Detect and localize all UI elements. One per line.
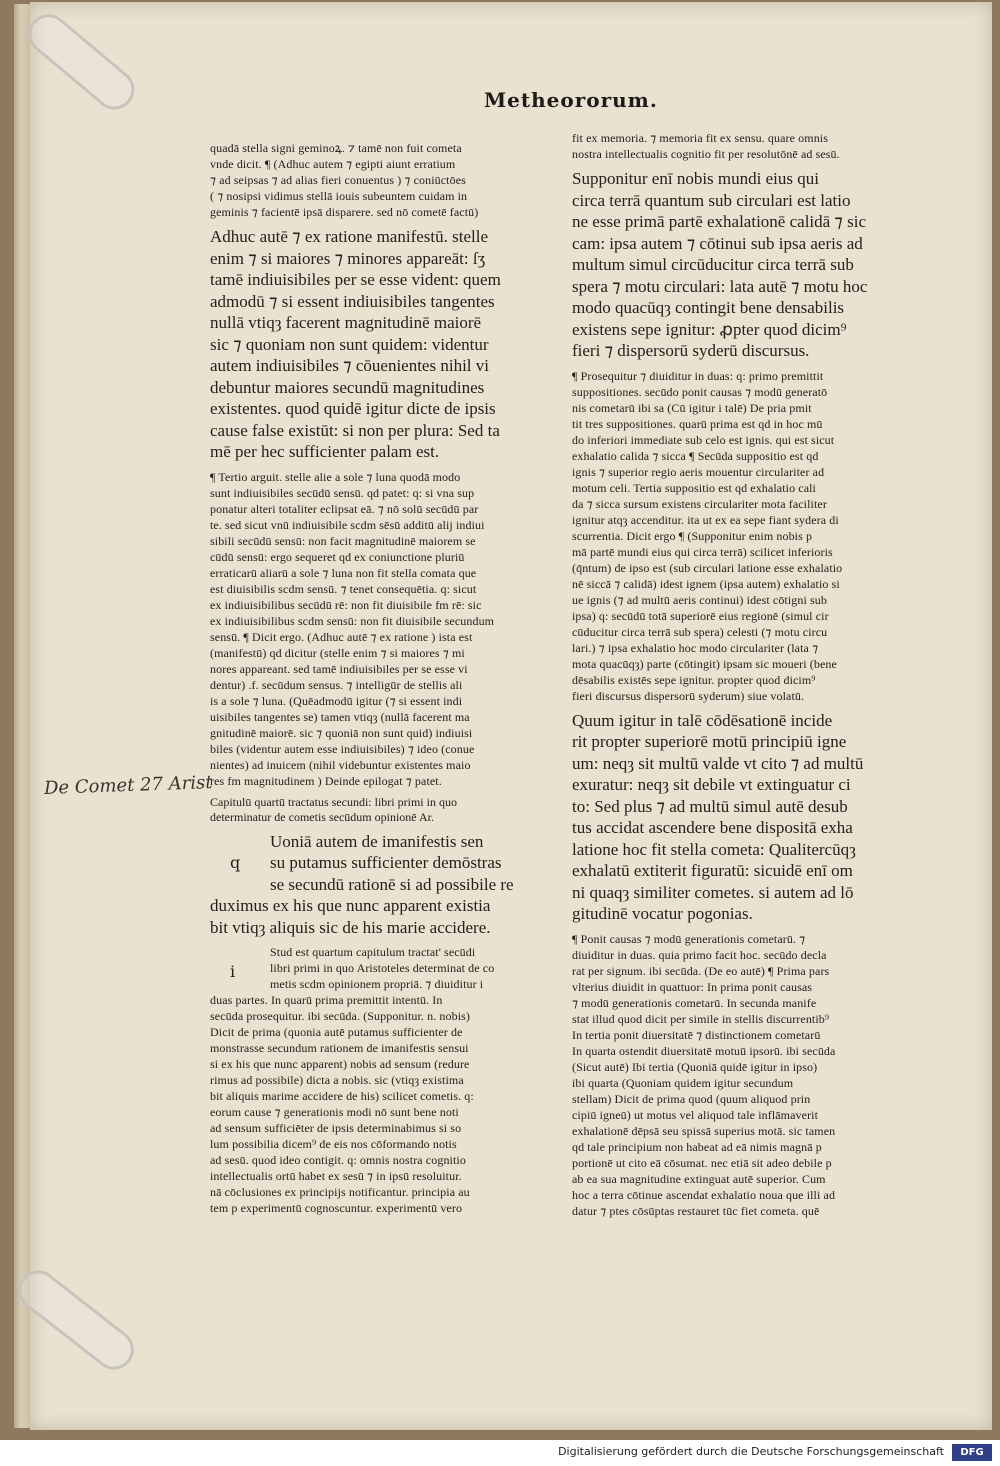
text-line: duximus ex his que nunc apparent existia (210, 896, 491, 915)
text-line: ¶ Ponit causas ⁊ modū generationis cometarū. ⁊ (572, 931, 806, 946)
text-line: duas partes. In quarū prima premittit intentū. In (210, 993, 443, 1007)
paragraph (572, 931, 904, 1219)
text-line: ⁊ modū generationis cometarū. In secunda manife (572, 995, 817, 1010)
text-line: sibili secūdū sensū: non facit magnitudinē maiorem se (210, 533, 476, 548)
text-line: eorum cause ⁊ generationis modi nō sunt bene noti (210, 1105, 459, 1119)
text-line: dēsabilis existēs sepe ignitur. propter quod dicim⁹ (572, 672, 816, 687)
text-line: debuntur maiores secundū magnitudines (210, 377, 485, 397)
text-line: sic ⁊ quoniam non sunt quidem: videntur (210, 334, 489, 354)
text-line: hoc a terra cōtinue ascendat exhalatio noua que illi ad (572, 1187, 836, 1202)
text-line: ibi quarta (Quoniam quidem igitur secundum (572, 1075, 794, 1090)
text-line: enim ⁊ si maiores ⁊ minores appareāt: ſʒ (210, 248, 486, 268)
text-line: suppositiones. secūdo ponit causas ⁊ modū generatō (572, 384, 828, 399)
text-line: dentur) .f. secūdum sensus. ⁊ intelligūr de stellis ali (210, 677, 463, 692)
text-line: bit vtiqȝ aliquis sic de his marie accidere. (210, 917, 491, 937)
text-line: gnitudinē maiorē. sic ⁊ quoniā non sunt quid) indiuisi (210, 725, 473, 740)
text-line: (manifestū) qd dicitur (stelle enim ⁊ si maiores ⁊ mi (210, 645, 465, 660)
text-line: nā cōclusiones ex principijs notificantur. principia au (210, 1185, 470, 1199)
text-line: se secundū rationē si ad possibile re (270, 874, 514, 894)
text-line: ad sensum sufficiēter de ipsis determinabimus si so (210, 1121, 462, 1135)
paragraph (572, 710, 904, 925)
text-line: te. sed sicut vnū indiuisibile scdm sēsū additū alij indiui (210, 517, 485, 532)
text-line: nē siccā ⁊ calidā) idest ignem (ipsa autem) exhalatio si (572, 576, 840, 591)
text-line: modo quacūqȝ contingit bene densabilis (572, 298, 845, 317)
text-line: rat per signum. ibi secūda. (De eo autē) ¶ Prima pars (572, 963, 830, 978)
text-line: rit propter superiorē motū principiū igne (572, 732, 847, 751)
text-line: cūducitur circa terrā sub spera) celesti (⁊ motu circu (572, 624, 828, 639)
text-line: qd tale principium non habeat ad eā nimis magnā p (572, 1139, 822, 1154)
text-line: determinatur de cometis secūdum opinionē Ar. (210, 809, 434, 824)
text-line: latione hoc fit stella cometa: Qualitercūqȝ (572, 839, 856, 859)
text-line: uisibiles tangentes se) tamen vtiqȝ (nullā facerent ma (210, 709, 470, 724)
text-line: da ⁊ sicca sursum existens circulariter mota faciliter (572, 496, 827, 511)
text-line: stat illud quod dicit per simile in stellis discurrentib⁹ (572, 1011, 830, 1026)
text-line: sunt indiuisibiles secūdū sensū. qd patet: q: si vna sup (210, 485, 475, 500)
text-line: est diuisibilis scdm sensū. ⁊ tenet consequētia. q: sicut (210, 581, 477, 596)
text-line: motum celi. Tertia suppositio est qd exhalatio cali (572, 480, 816, 495)
dfg-logo-icon: DFG (952, 1444, 992, 1461)
text-line: nostra intellectualis cognitio fit per resolutōnē ad sesū. (572, 147, 840, 161)
text-line: ¶ Tertio arguit. stelle alie a sole ⁊ luna quodā modo (210, 469, 461, 484)
footer-bar (0, 1440, 1000, 1466)
text-line: scurrentia. Dicit ergo ¶ (Supponitur enim nobis p (572, 528, 813, 543)
text-line: quadā stella signi geminoꝝ. ⁊ tamē non fuit cometa (210, 141, 462, 155)
text-line: mota quacūqȝ) parte (cōtingit) ipsam sic moueri (bene (572, 656, 837, 671)
text-line: monstrasse secundum rationem de imanifestis sensui (210, 1041, 469, 1055)
paragraph (210, 831, 542, 939)
left-column (210, 140, 542, 1216)
paragraph (572, 168, 904, 362)
text-line: um: neqȝ sit multū valde vt cito ⁊ ad multū (572, 753, 864, 773)
text-line: rimus ad possibile) dicta a nobis. sic (vtiqȝ existima (210, 1073, 464, 1087)
text-line: cam: ipsa autem ⁊ cōtinui sub ipsa aeris ad (572, 233, 863, 253)
text-line: res fm magnitudinem ) Deinde epilogat ⁊ patet. (210, 773, 442, 788)
text-line: Uoniā autem de imanifestis sen (270, 831, 484, 851)
text-line: metis scdm opinionem propriā. ⁊ diuiditur i (270, 977, 484, 991)
text-line: ⁊ ad seipsas ⁊ ad alias fieri conuentus ) ⁊ coniūctōes (210, 173, 466, 187)
text-line: gitudinē vocatur pogonias. (572, 904, 753, 923)
text-line: secūda prosequitur. ibi secūda. (Supponitur. n. nobis) (210, 1009, 471, 1023)
text-line: libri primi in quo Aristoteles determinat de co (270, 961, 495, 975)
text-line: ne esse primā partē exhalationē calidā ⁊ sic (572, 212, 867, 231)
text-line: admodū ⁊ si essent indiuisibiles tangentes (210, 291, 495, 311)
right-column (572, 130, 904, 1219)
drop-capital: q (230, 852, 241, 872)
text-line: ex indiuisibilibus scdm sensū: non fit diuisibile secundum (210, 613, 495, 628)
funding-credit: Digitalisierung gefördert durch die Deutsche Forschungsgemeinschaft (558, 1445, 944, 1458)
drop-capital: i (230, 962, 236, 981)
text-line: lum possibilia dicem⁹ de eis nos cōformando notis (210, 1137, 457, 1151)
text-line: ¶ Prosequitur ⁊ diuiditur in duas: q: primo premittit (572, 368, 824, 383)
text-line: portionē ut cito eā cōsumat. nec etiā sit adeo debile p (572, 1155, 832, 1170)
paragraph (210, 226, 542, 463)
text-line: datur ⁊ ptes cōsūptas restauret tūc fiet cometa. quē (572, 1203, 820, 1218)
text-line: spera ⁊ motu circulari: lata autē ⁊ motu hoc (572, 276, 868, 296)
text-line: bit aliquis marime accidere de his) scilicet cometis. q: (210, 1089, 474, 1103)
text-line: fit ex memoria. ⁊ memoria fit ex sensu. quare omnis (572, 131, 828, 145)
text-line: ignitur atqȝ accenditur. ita ut ex ea sepe fiant sydera di (572, 512, 839, 527)
text-line: ad sesū. quod ideo contigit. q: omnis nostra cognitio (210, 1153, 466, 1167)
text-line: vnde dicit. ¶ (Adhuc autem ⁊ egipti aiunt erratium (210, 157, 456, 171)
text-line: Supponitur enī nobis mundi eius qui (572, 169, 819, 188)
text-line: ab ea sua magnitudine extinguat autē superior. Cum (572, 1171, 826, 1186)
text-line: mē per hec sufficienter palam est. (210, 442, 440, 461)
text-line: existentes. quod quidē igitur dicte de ipsis (210, 399, 496, 418)
text-line: vlterius diuidit in quattuor: In prima ponit causas (572, 979, 813, 994)
text-line: tus accidat ascendere bene dispositā exha (572, 818, 853, 837)
text-line: cause false existūt: si non per plura: Sed ta (210, 420, 500, 440)
text-line: nullā vtiqȝ facerent magnitudinē maiorē (210, 313, 482, 332)
paragraph (210, 944, 542, 1216)
paragraph (572, 130, 904, 162)
text-line: In quarta ostendit diuersitatē motuū ipsorū. ibi secūda (572, 1043, 836, 1058)
text-line: tamē indiuisibiles per se esse vident: quem (210, 270, 501, 289)
text-line: diuiditur in duas. quia primo facit hoc. secūdo decla (572, 947, 827, 962)
running-head: Metheororum. (484, 88, 658, 112)
text-line: is a sole ⁊ luna. (Quēadmodū igitur (⁊ si essent indi (210, 693, 463, 708)
paragraph (210, 469, 542, 789)
text-line: Stud est quartum capitulum tractat' secūdi (270, 945, 476, 959)
text-line: ponatur alteri totaliter eclipsat eā. ⁊ nō solū secūdū par (210, 501, 479, 516)
text-line: ignis ⁊ superior regio aeris mouentur circulariter ad (572, 464, 825, 479)
text-line: (Sicut autē) Ibi tertia (Quoniā quidē igitur in ipso) (572, 1059, 818, 1074)
text-line: cipiū igneū) ut motus vel aliquod tale inflāmaverit (572, 1107, 819, 1122)
text-line: fieri discursus dispersorū syderum) siue volatū. (572, 688, 805, 703)
text-line: si ex his que nunc apparent) nobis ad sensum (redure (210, 1057, 470, 1071)
chapter-heading (210, 795, 542, 825)
text-line: exhalationē dēpsā seu spissā superius motā. sic tamen (572, 1123, 836, 1138)
text-line: nores appareant. sed tamē indiuisibiles per se esse vi (210, 661, 468, 676)
text-line: circa terrā quantum sub circulari est latio (572, 190, 851, 210)
text-line: ( ⁊ nosipsi vidimus stellā iouis subeuntem cuidam in (210, 189, 468, 203)
text-line: Capitulū quartū tractatus secundi: libri primi in quo (210, 794, 457, 809)
text-line: ue ignis (⁊ ad multū aeris continui) idest cōtigni sub (572, 592, 827, 607)
text-line: mā partē mundi eius qui circa terrā) scilicet inferioris (572, 544, 833, 559)
text-line: su putamus sufficienter demōstras (270, 853, 502, 872)
text-line: intellectualis ortū habet ex sesū ⁊ in ipsū resoluitur. (210, 1169, 462, 1183)
text-line: cūdū sensū: ergo sequeret qd ex coniunctione pluriū (210, 549, 465, 564)
text-line: multum simul circūducitur circa terrā sub (572, 255, 854, 274)
paragraph (572, 368, 904, 704)
text-line: In tertia ponit diuersitatē ⁊ distinctionem cometarū (572, 1027, 821, 1042)
text-line: exhalatio calida ⁊ sicca ¶ Secūda suppositio est qd (572, 448, 819, 463)
text-line: ni quaqȝ similiter cometes. si autem ad lō (572, 882, 854, 902)
text-line: to: Sed plus ⁊ ad multū simul autē desub (572, 796, 848, 816)
text-line: ex indiuisibilibus secūdū rē: non fit diuisibile fm rē: sic (210, 597, 482, 612)
text-line: nientes) ad inuicem (nihil videbuntur existentes maio (210, 757, 471, 772)
text-line: exuratur: neqȝ sit debile vt extinguatur ci (572, 775, 851, 794)
text-line: Quum igitur in talē cōdēsationē incide (572, 710, 833, 730)
paragraph (210, 140, 542, 220)
text-line: tit tres suppositiones. quarū prima est qd in hoc mū (572, 416, 823, 431)
text-line: Dicit de prima (quonia autē putamus sufficienter de (210, 1025, 463, 1039)
text-line: lari.) ⁊ ipsa exhalatio hoc modo circulariter (lata ⁊ (572, 640, 819, 655)
text-line: Adhuc autē ⁊ ex ratione manifestū. stelle (210, 227, 488, 246)
text-line: stellam) Dicit de prima quod (quum aliquod prin (572, 1091, 811, 1106)
text-line: tem p experimentū cognoscuntur. experimentū vero (210, 1201, 463, 1215)
text-line: biles (videntur autem esse indiuisibiles) ⁊ ideo (conue (210, 741, 475, 756)
text-line: (q̄ntum) de ipso est (sub circulari latione esse exhalatio (572, 560, 843, 575)
marginal-note: De Comet 27 Arist (43, 772, 213, 799)
text-line: geminis ⁊ facientē ipsā disparere. sed nō cometē factū) (210, 205, 479, 219)
text-line: sensū. ¶ Dicit ergo. (Adhuc autē ⁊ ex ratione ) ista est (210, 629, 473, 644)
text-line: autem indiuisibiles ⁊ cōuenientes nihil vi (210, 356, 489, 375)
text-line: exhalatū extiterit figuratū: sicuidē enī om (572, 861, 853, 880)
text-line: nis cometarū ibi sa (Cū igitur i talē) De pria pmit (572, 400, 812, 415)
text-line: fieri ⁊ dispersorū syderū discursus. (572, 341, 810, 360)
text-line: do inferiori immediate sub celo est ignis. qui est sicut (572, 432, 835, 447)
text-line: ipsa) q: secūdū totā superiorē eius regionē (simul cir (572, 608, 829, 623)
text-line: existens sepe ignitur: ꝓpter quod dicim⁹ (572, 319, 847, 339)
text-line: erraticarū aliarū a sole ⁊ luna non fit stella comata que (210, 565, 477, 580)
